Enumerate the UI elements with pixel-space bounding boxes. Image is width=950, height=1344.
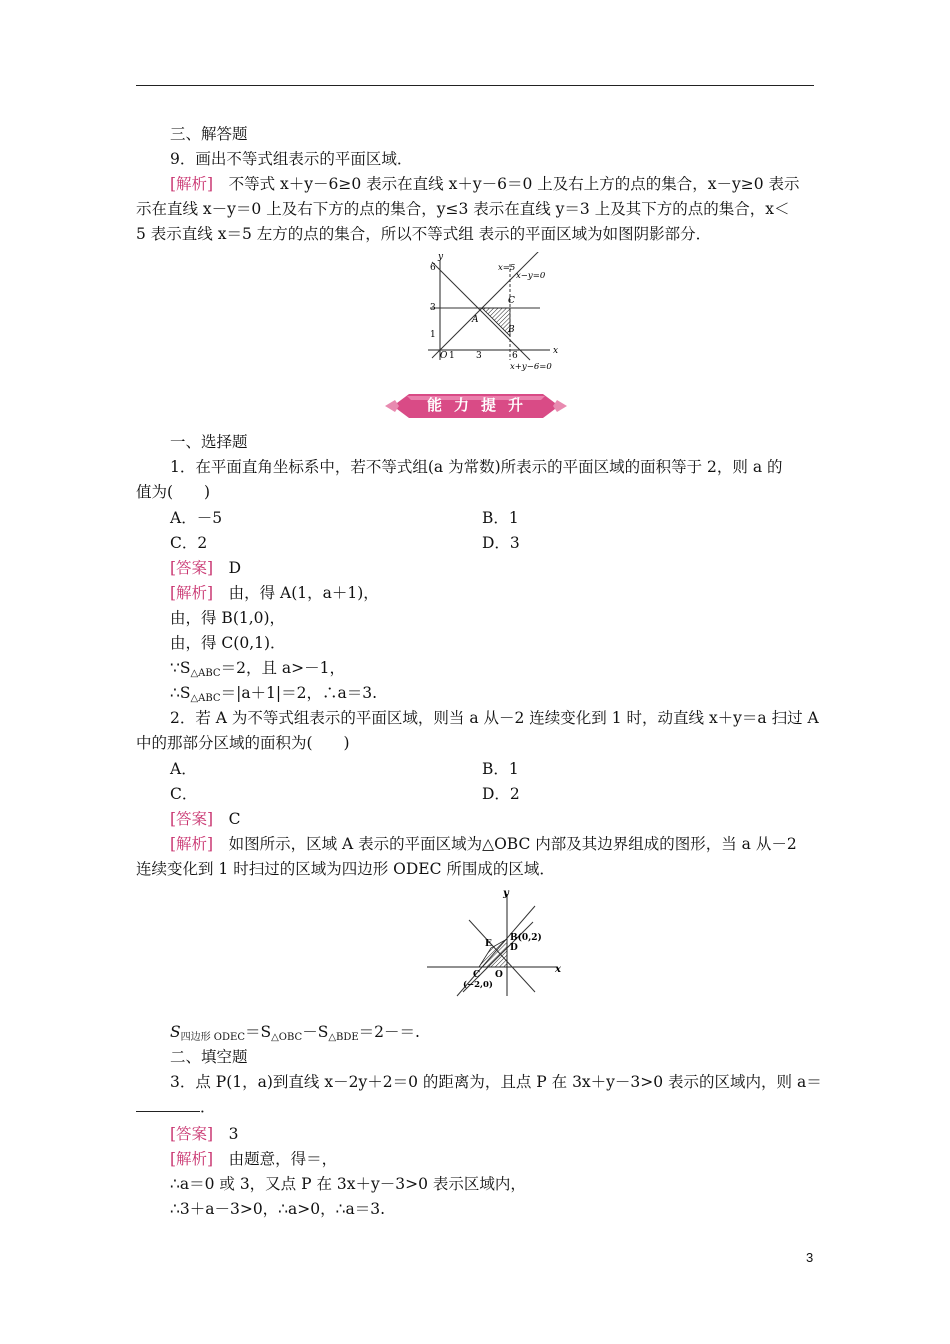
y-label: y [503, 888, 509, 899]
point-C: C [473, 970, 481, 980]
q2-option-c: C． [170, 785, 198, 803]
header-rule [136, 85, 814, 86]
analysis-tag: [解析] [170, 584, 214, 602]
q1-option-c: C．2 [170, 534, 208, 552]
answer-tag: [答案] [170, 559, 214, 577]
point-D: D [510, 943, 518, 953]
q2-line2: 中的那部分区域的面积为( ) [136, 734, 350, 752]
q9-figure [418, 252, 560, 374]
point-B: B(0,2) [510, 933, 542, 943]
q9-analysis-line2: 示在直线 x－y＝0 上及右下方的点的集合，y≤3 表示在直线 y＝3 上及其下方的点的集合，x＜ [136, 200, 790, 218]
tick-x6: 6 [512, 351, 518, 361]
q9-analysis-line1 [170, 174, 800, 194]
q9-text1: 不等式 x＋y－6≥0 表示在直线 x＋y－6＝0 上及右上方的点的集合，x－y≥0 表示 [213, 175, 800, 193]
y-label: y [438, 252, 444, 262]
banner-title: 能力提升 [426, 396, 535, 414]
q2-option-a: A． [170, 760, 197, 778]
label-x5: x=5 [498, 263, 516, 273]
q1-option-d: D．3 [482, 534, 520, 552]
point-E: E [485, 939, 492, 949]
q1-answer [170, 558, 241, 578]
origin-label: O [440, 351, 448, 361]
ability-banner [385, 392, 567, 420]
point-B: B [508, 325, 515, 335]
q1-option-a: A．－5 [170, 509, 223, 527]
q2-line1: 2．若 A 为不等式组表示的平面区域，则当 a 从－2 连续变化到 1 时，动直线 x＋y＝a 扫过 A [170, 709, 819, 727]
shaded-region [482, 308, 510, 336]
q3-line2: ． [136, 1097, 216, 1117]
analysis-tag: [解析] [170, 1150, 214, 1168]
section-heading-fill: 二、填空题 [170, 1048, 248, 1066]
label-xy6: x+y−6=0 [510, 362, 552, 372]
q3-answer [170, 1124, 238, 1144]
x-label: x [555, 964, 561, 975]
q9-analysis-line3: 5 表示直线 x＝5 左方的点的集合，所以不等式组 表示的平面区域为如图阴影部分． [136, 225, 712, 243]
answer-blank[interactable] [136, 1097, 200, 1112]
q1-solution-line5: ∴S△ABC＝|a＋1|＝2，∴a＝3. [170, 684, 378, 704]
q2-solution-line2: 连续变化到 1 时扫过的区域为四边形 ODEC 所围成的区域． [136, 860, 555, 878]
point-A: A [472, 315, 479, 325]
tick-y6: 6 [430, 263, 436, 273]
q1-solution-line1 [170, 583, 379, 603]
q1-option-b: B．1 [482, 509, 519, 527]
section-heading-choice: 一、选择题 [170, 433, 248, 451]
q3-line1: 3．点 P(1，a)到直线 x－2y＋2＝0 的距离为，且点 P 在 3x＋y－3>0 表示的区域内，则 a＝ [170, 1073, 822, 1091]
q1-solution-line3: 由，得 C(0,1)． [170, 634, 286, 652]
line-x-minus-y [432, 252, 542, 358]
page-number: 3 [806, 1250, 814, 1265]
q1-solution-line4: ∵S△ABC＝2，且 a>－1， [170, 659, 345, 679]
answer-tag: [答案] [170, 810, 214, 828]
q3-solution-line3: ∴3＋a－3>0，∴a>0，∴a＝3. [170, 1200, 386, 1218]
section-heading-answer: 三、解答题 [170, 125, 248, 143]
q1-line1: 1．在平面直角坐标系中，若不等式组(a 为常数)所表示的平面区域的面积等于 2，则 a 的 [170, 458, 783, 476]
analysis-tag: [解析] [170, 175, 214, 193]
q2-area-formula: S四边形 ODEC＝S△OBC－S△BDE＝2－＝. [170, 1023, 420, 1043]
q1-answer-value: D [213, 559, 242, 577]
q9-title: 9．画出不等式组表示的平面区域． [170, 150, 413, 168]
analysis-tag: [解析] [170, 835, 214, 853]
tick-y1: 1 [430, 330, 436, 340]
q1-sol-text1: 由，得 A(1，a＋1)， [213, 584, 379, 602]
label-xy: x−y=0 [516, 271, 546, 281]
q2-sol-text1: 如图所示，区域 A 表示的平面区域为△OBC 内部及其边界组成的图形，当 a 从－2 [213, 835, 797, 853]
q3-solution-line1 [170, 1149, 337, 1169]
tick-x3: 3 [476, 351, 482, 361]
q2-solution-line1 [170, 834, 797, 854]
tick-y3: 3 [430, 303, 436, 313]
q2-option-d: D．2 [482, 785, 520, 803]
tick-x1: 1 [449, 351, 455, 361]
q3-answer-value: 3 [213, 1125, 239, 1143]
answer-tag: [答案] [170, 1125, 214, 1143]
q2-answer-value: C [213, 810, 241, 828]
point-C-coord: (−2,0) [463, 980, 493, 990]
q3-solution-line2: ∴a＝0 或 3，又点 P 在 3x＋y－3>0 表示区域内， [170, 1175, 526, 1193]
q2-figure [425, 884, 575, 1004]
q1-solution-line2: 由，得 B(1,0)， [170, 609, 286, 627]
point-C: C [508, 296, 515, 306]
q2-answer [170, 809, 240, 829]
q2-option-b: B．1 [482, 760, 519, 778]
shaded-region [479, 939, 507, 967]
x-label: x [553, 346, 559, 356]
q1-line2: 值为( ) [136, 483, 211, 501]
origin-label: O [495, 970, 503, 980]
q3-sol-text1: 由题意，得＝， [213, 1150, 338, 1168]
